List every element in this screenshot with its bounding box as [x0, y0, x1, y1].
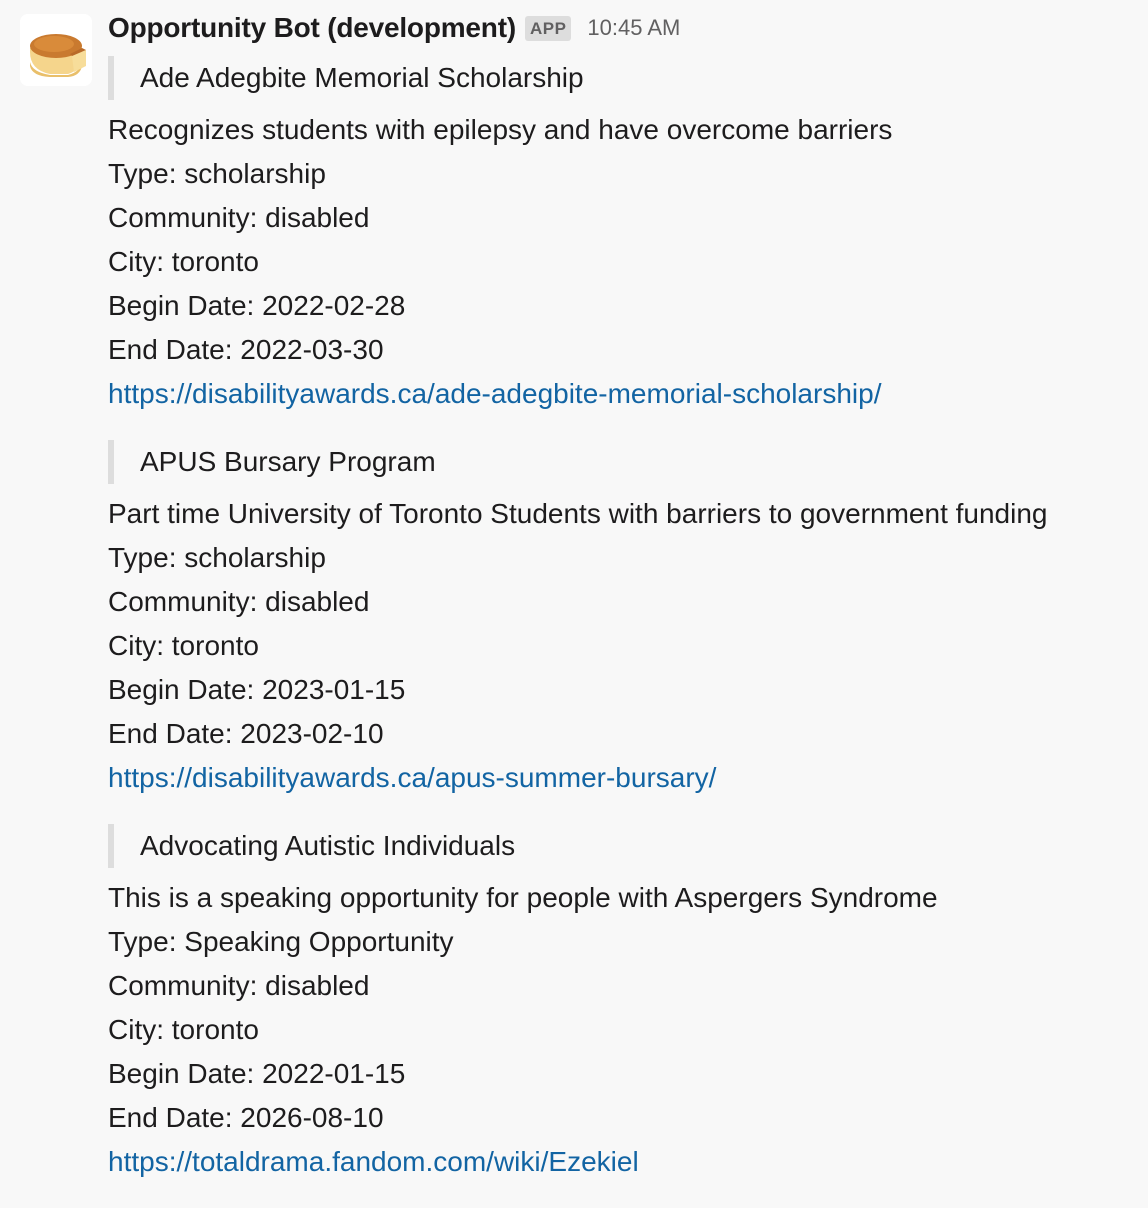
opportunity-link[interactable]: https://totaldrama.fandom.com/wiki/Ezekiel [108, 1146, 639, 1177]
message-header [108, 10, 680, 46]
opportunity-community: Community: disabled [108, 586, 370, 617]
opportunity-description: Part time University of Toronto Students with barriers to government funding [108, 498, 1048, 529]
app-badge: APP [525, 16, 571, 41]
opportunity-entry [108, 824, 1143, 1184]
cheesecake-icon [20, 14, 92, 86]
opportunity-begin-date: Begin Date: 2022-02-28 [108, 290, 406, 321]
opportunity-description: Recognizes students with epilepsy and have overcome barriers [108, 114, 893, 145]
opportunity-entry [108, 56, 1143, 416]
bot-name[interactable]: Opportunity Bot (development) [108, 12, 516, 43]
opportunity-end-date: End Date: 2026-08-10 [108, 1102, 384, 1133]
opportunity-city: City: toronto [108, 630, 259, 661]
opportunity-link[interactable]: https://disabilityawards.ca/ade-adegbite-memorial-scholarship/ [108, 378, 882, 409]
opportunity-title: APUS Bursary Program [108, 440, 1143, 484]
opportunity-type: Type: Speaking Opportunity [108, 926, 454, 957]
message-body [108, 56, 1143, 1208]
opportunity-city: City: toronto [108, 1014, 259, 1045]
opportunity-link[interactable]: https://disabilityawards.ca/apus-summer-bursary/ [108, 762, 717, 793]
opportunity-title: Ade Adegbite Memorial Scholarship [108, 56, 1143, 100]
opportunity-end-date: End Date: 2022-03-30 [108, 334, 384, 365]
opportunity-end-date: End Date: 2023-02-10 [108, 718, 384, 749]
opportunity-title: Advocating Autistic Individuals [108, 824, 1143, 868]
opportunity-city: City: toronto [108, 246, 259, 277]
opportunity-community: Community: disabled [108, 202, 370, 233]
bot-avatar[interactable] [20, 14, 92, 86]
opportunity-description: This is a speaking opportunity for people with Aspergers Syndrome [108, 882, 938, 913]
message-timestamp[interactable]: 10:45 AM [587, 15, 681, 40]
opportunity-begin-date: Begin Date: 2023-01-15 [108, 674, 406, 705]
opportunity-type: Type: scholarship [108, 158, 326, 189]
opportunity-type: Type: scholarship [108, 542, 326, 573]
opportunity-entry [108, 440, 1143, 800]
opportunity-begin-date: Begin Date: 2022-01-15 [108, 1058, 406, 1089]
opportunity-community: Community: disabled [108, 970, 370, 1001]
